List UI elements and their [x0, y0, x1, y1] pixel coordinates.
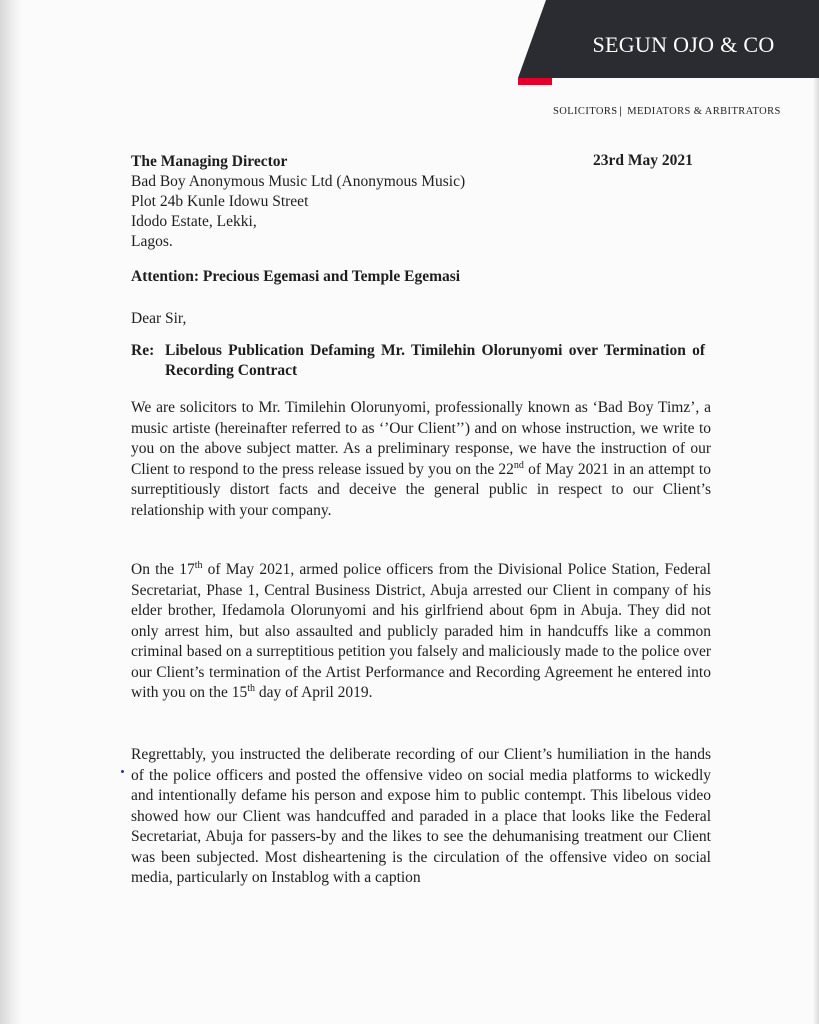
paragraph-2-text-a: On the 17: [131, 561, 195, 578]
scan-edge-left: [0, 0, 22, 1024]
paragraph-2-superscript-2: th: [247, 682, 256, 694]
tagline-solicitors: SOLICITORS: [553, 106, 618, 117]
letterhead-accent-bar: [518, 78, 552, 85]
letter-date: 23rd May 2021: [593, 152, 693, 169]
tagline-separator: |: [619, 106, 623, 117]
paragraph-1-superscript: nd: [513, 459, 524, 471]
paragraph-1-text-b: of May 2021 in an attempt to surreptitiously distort facts and deceive the general public in respect to our Client’s relationship with your company.: [131, 460, 711, 519]
firm-tagline: [553, 106, 781, 117]
body-paragraph-2: [131, 560, 711, 704]
addressee-estate: Idodo Estate, Lekki,: [131, 213, 257, 230]
scan-speck: [121, 770, 124, 773]
attention-line: Attention: Precious Egemasi and Temple Egemasi: [131, 268, 461, 285]
subject-text: Libelous Publication Defaming Mr. Timilehin Olorunyomi over Termination of Recording Contract: [165, 342, 705, 379]
scan-edge-right: [813, 0, 819, 1024]
firm-name: SEGUN OJO & CO: [592, 32, 775, 57]
addressee-street: Plot 24b Kunle Idowu Street: [131, 193, 309, 210]
body-paragraph-1: [131, 398, 711, 521]
subject-line: [131, 341, 711, 381]
salutation: Dear Sir,: [131, 310, 187, 327]
body-paragraph-3: Regrettably, you instructed the deliberate recording of our Client’s humiliation in the hands of the police officers and posted the offensive video on social media platforms to wickedly and intentionally defame his person and expose him to public contempt. This libelous video showed how our Client was handcuffed and paraded in a place that looks like the Federal Secretariat, Abuja for passers-by and the likes to see the dehumanising treatment our Client was been subjected. Most disheartening is the circulation of the offensive video on social media, particularly on Instablog with a caption: [131, 746, 711, 886]
addressee-city: Lagos.: [131, 233, 173, 250]
addressee-company: Bad Boy Anonymous Music Ltd (Anonymous Music): [131, 173, 466, 190]
paragraph-1-text-a: We are solicitors to Mr. Timilehin Olorunyomi, professionally known as ‘Bad Boy Timz’, a music artiste (hereinafter referred to as ‘’Our Client’’) and on whose instruction, we write to you on the above subject matter. As a preliminary response, we have the instruction of our Client to respond to the press release issued by you on the 22: [131, 399, 711, 478]
paragraph-2-text-b: of May 2021, armed police officers from the Divisional Police Station, Federal Secretariat, Phase 1, Central Business District, Abuja arrested our Client in company of his elder brother, Ifedamola Olorunyomi and his girlfriend about 6pm in Abuja. They did not only arrest him, but also assaulted and publicly paraded him in handcuffs like a common criminal based on a surreptitious petition you falsely and maliciously made to the police over our Client’s termination of the Artist Performance and Recording Agreement he entered into with you on the 15: [131, 561, 711, 701]
tagline-mediators: MEDIATORS & ARBITRATORS: [627, 106, 781, 117]
paragraph-2-superscript-1: th: [194, 559, 203, 571]
subject-prefix: Re:: [131, 342, 155, 359]
addressee-title: The Managing Director: [131, 153, 288, 170]
paragraph-2-text-c: day of April 2019.: [255, 684, 373, 701]
